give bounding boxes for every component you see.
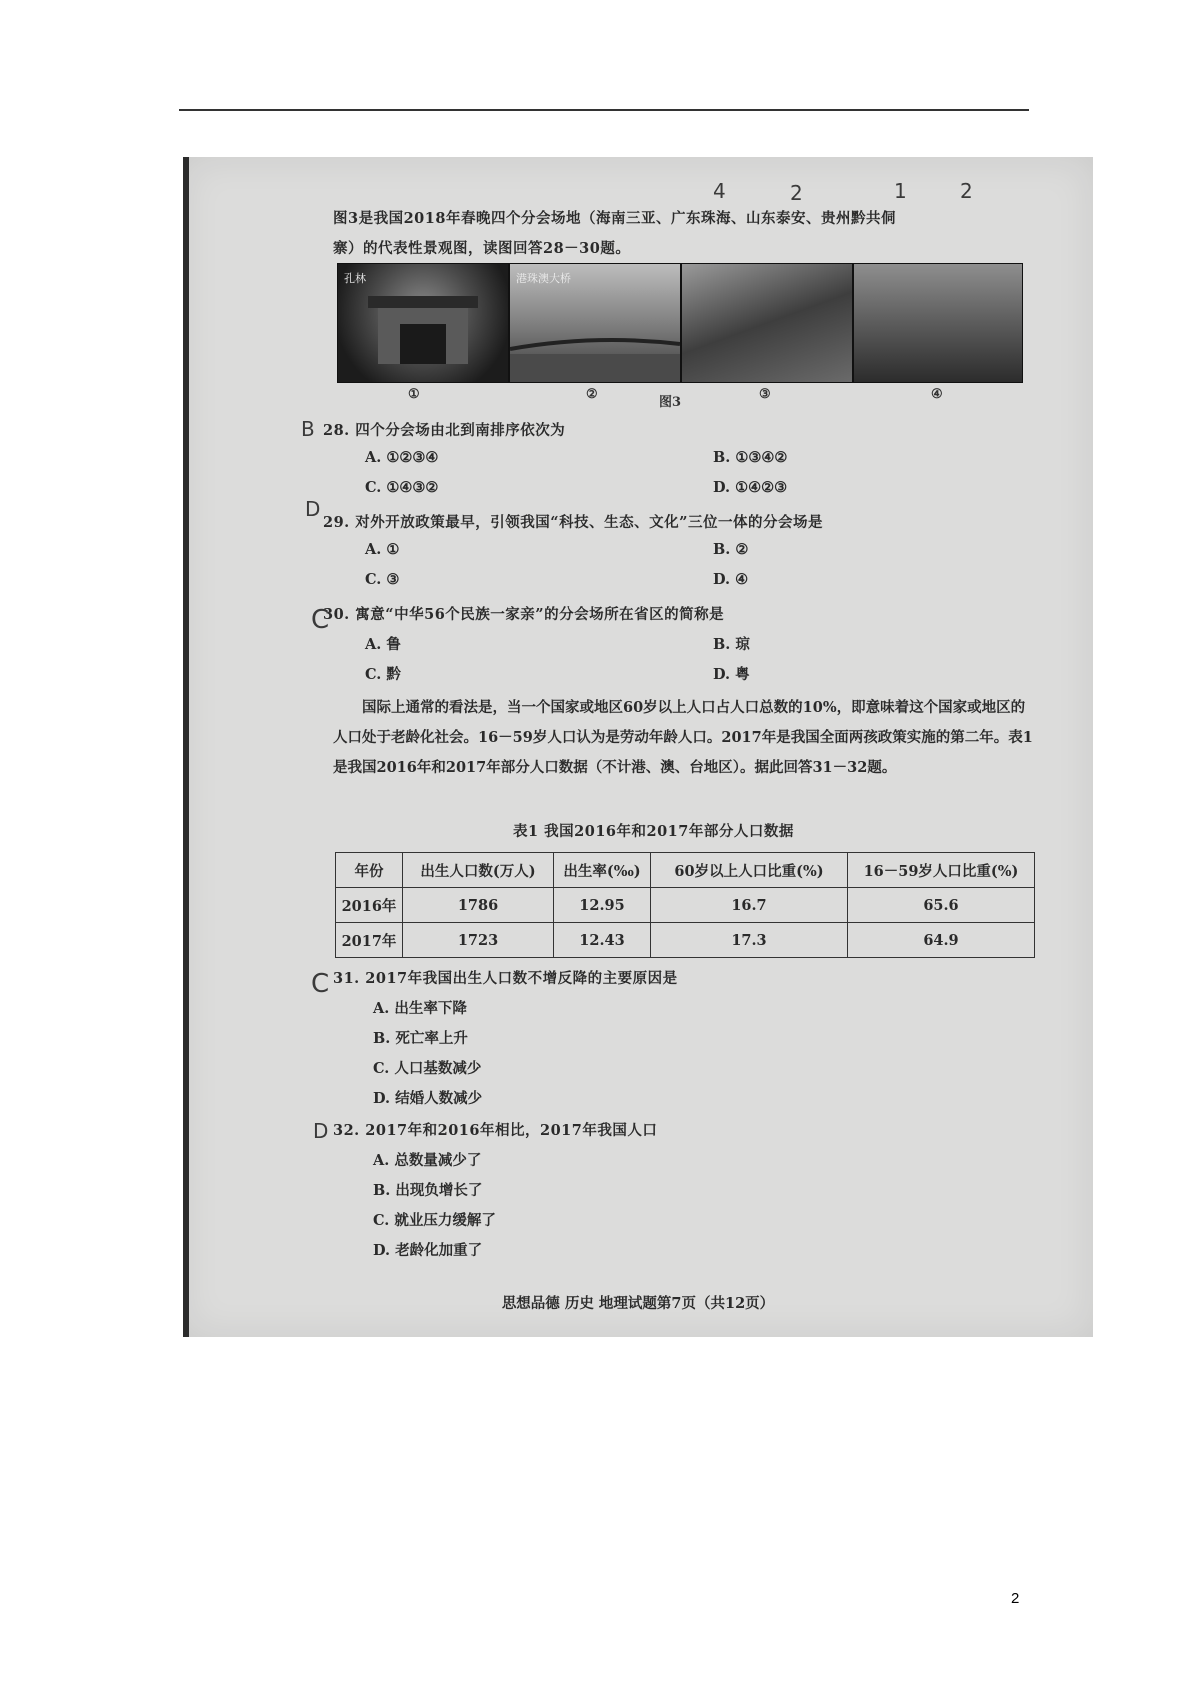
- table-title: 表1 我国2016年和2017年部分人口数据: [513, 823, 794, 840]
- scanned-exam-page: [183, 157, 1093, 1337]
- photo-marker: ③: [759, 387, 771, 402]
- handwritten-answer: D: [313, 1119, 329, 1143]
- photo-4-mountain: [853, 263, 1023, 383]
- sheet-left-edge: [183, 157, 189, 1337]
- q29-option-b: B. ②: [713, 541, 749, 558]
- handwritten-answer: D: [305, 497, 321, 521]
- q28-option-a: A. ①②③④: [365, 449, 439, 466]
- figure-3-photos: [337, 263, 1023, 381]
- handwritten-note: 2: [960, 179, 973, 203]
- table-row: [336, 923, 1035, 958]
- table-row: [336, 888, 1035, 923]
- q32-option-a: A. 总数量减少了: [373, 1152, 482, 1169]
- q31-option-b: B. 死亡率上升: [373, 1030, 468, 1047]
- table-cell: 64.9: [848, 923, 1035, 958]
- table-header-row: [336, 853, 1035, 888]
- q32-option-b: B. 出现负增长了: [373, 1182, 483, 1199]
- figure-intro-line2: 寨）的代表性景观图，读图回答28－30题。: [333, 240, 631, 257]
- q30-option-b: B. 琼: [713, 636, 750, 653]
- page-number: 2: [1011, 1590, 1020, 1607]
- q29-option-a: A. ①: [365, 541, 400, 558]
- table-cell: 12.95: [554, 888, 651, 923]
- photo-2-bridge: [509, 263, 681, 383]
- table-cell: 16.7: [651, 888, 848, 923]
- table-header: 出生率(‰): [554, 853, 651, 888]
- q28-option-d: D. ①④②③: [713, 479, 788, 496]
- q31-option-c: C. 人口基数减少: [373, 1060, 482, 1077]
- handwritten-answer: C: [311, 605, 330, 635]
- table-cell: 2017年: [336, 923, 403, 958]
- handwritten-note: 1: [894, 179, 907, 203]
- question-30-stem: 30. 寓意“中华56个民族一家亲”的分会场所在省区的简称是: [323, 606, 725, 623]
- q32-option-c: C. 就业压力缓解了: [373, 1212, 496, 1229]
- table-header: 60岁以上人口比重(%): [651, 853, 848, 888]
- photo-label: 孔林: [344, 272, 366, 285]
- table-cell: 65.6: [848, 888, 1035, 923]
- passage-text: 国际上通常的看法是，当一个国家或地区60岁以上人口占人口总数的10%，即意味着这个国家或地区的人口处于老龄化社会。16－59岁人口认为是劳动年龄人口。2017年是我国全面两孩政策实施的第二年。表1是我国2016年和2017年部分人口数据（不计港、澳、台地区）。据此回答31－32题。: [333, 699, 1033, 776]
- question-32-stem: 32. 2017年和2016年相比，2017年我国人口: [333, 1122, 658, 1139]
- q30-option-d: D. 粤: [713, 666, 750, 683]
- handwritten-note: 4: [713, 179, 726, 203]
- exam-footer: 思想品德 历史 地理试题第7页（共12页）: [501, 1295, 775, 1312]
- photo-marker: ②: [586, 387, 598, 402]
- question-29-stem: 29. 对外开放政策最早，引领我国“科技、生态、文化”三位一体的分会场是: [323, 514, 823, 531]
- q30-option-a: A. 鲁: [365, 636, 401, 653]
- photo-1-gateway: [337, 263, 509, 383]
- table-cell: 1723: [403, 923, 554, 958]
- q30-option-c: C. 黔: [365, 666, 401, 683]
- table-header: 年份: [336, 853, 403, 888]
- header-rule: [179, 109, 1029, 111]
- q32-option-d: D. 老龄化加重了: [373, 1242, 483, 1259]
- figure-intro-line1: 图3是我国2018年春晚四个分会场地（海南三亚、广东珠海、山东泰安、贵州黔共侗: [333, 210, 896, 227]
- table-header: 出生人口数(万人): [403, 853, 554, 888]
- handwritten-answer: C: [311, 969, 330, 999]
- table-cell: 17.3: [651, 923, 848, 958]
- table-header: 16－59岁人口比重(%): [848, 853, 1035, 888]
- figure-caption: 图3: [659, 395, 682, 410]
- question-31-stem: 31. 2017年我国出生人口数不增反降的主要原因是: [333, 970, 678, 987]
- q31-option-a: A. 出生率下降: [373, 1000, 467, 1017]
- table-cell: 1786: [403, 888, 554, 923]
- q29-option-d: D. ④: [713, 571, 749, 588]
- q31-option-d: D. 结婚人数减少: [373, 1090, 483, 1107]
- table-cell: 12.43: [554, 923, 651, 958]
- q29-option-c: C. ③: [365, 571, 400, 588]
- table-cell: 2016年: [336, 888, 403, 923]
- photo-3-village: [681, 263, 853, 383]
- q28-option-c: C. ①④③②: [365, 479, 439, 496]
- population-table: [335, 852, 1035, 958]
- question-28-stem: 28. 四个分会场由北到南排序依次为: [323, 422, 566, 439]
- handwritten-answer: B: [301, 417, 315, 441]
- handwritten-note: 2: [790, 181, 803, 205]
- photo-marker: ④: [931, 387, 943, 402]
- photo-marker: ①: [408, 387, 420, 402]
- q28-option-b: B. ①③④②: [713, 449, 788, 466]
- photo-label: 港珠澳大桥: [516, 272, 571, 285]
